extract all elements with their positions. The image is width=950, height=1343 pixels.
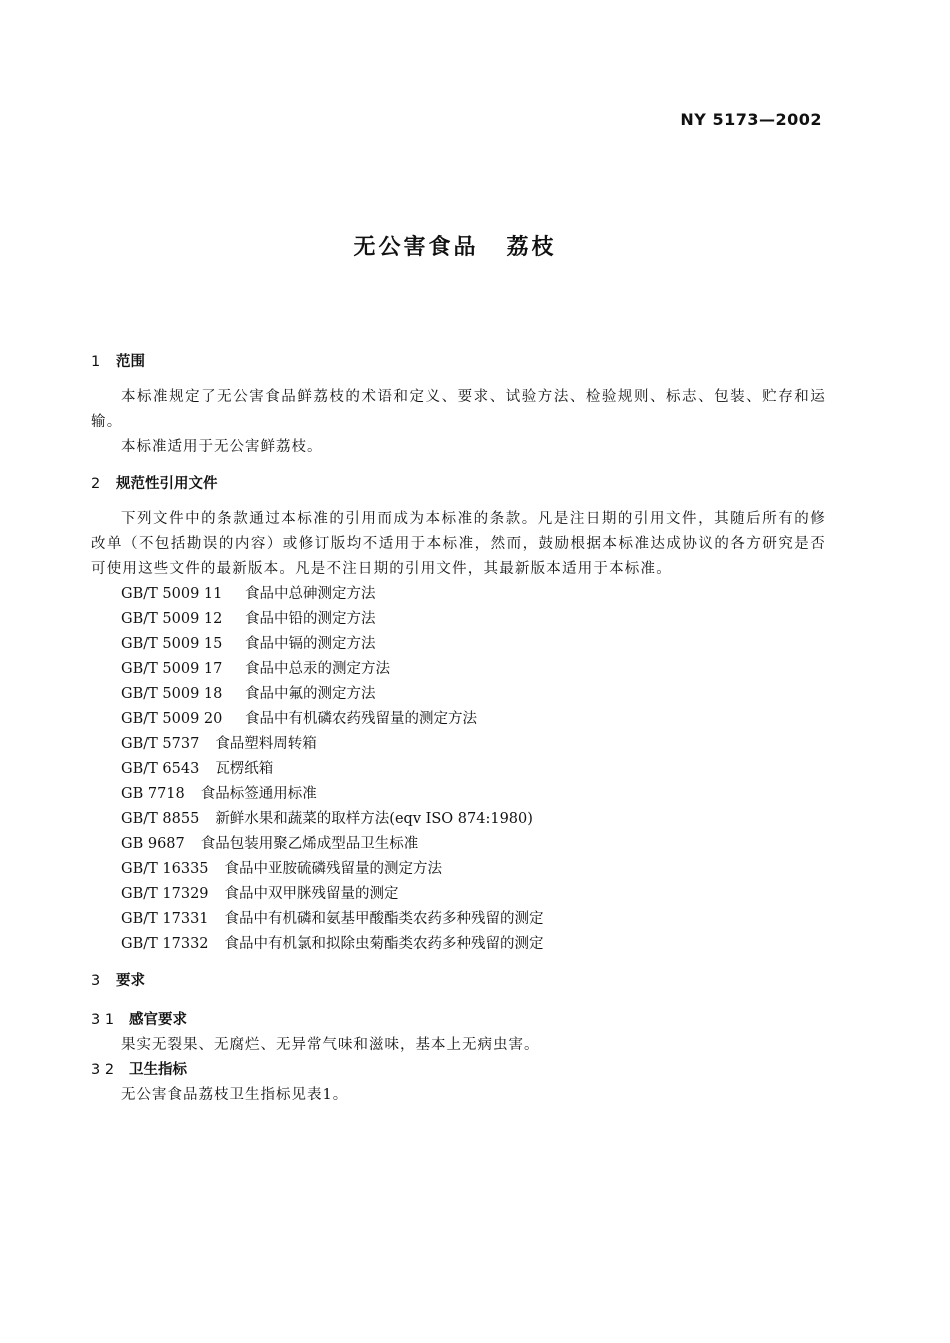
reference-code: GB/T 5009 18	[121, 686, 223, 702]
reference-title: 食品中有机磷农药残留量的测定方法	[245, 711, 477, 727]
reference-item	[91, 907, 826, 932]
title-part1: 无公害食品	[353, 235, 479, 260]
subsection-number: 3 2	[91, 1062, 115, 1078]
reference-title: 瓦楞纸箱	[215, 761, 274, 777]
reference-title: 食品中铅的测定方法	[245, 611, 376, 627]
section-number: 3	[91, 973, 101, 989]
reference-code: GB/T 5009 17	[121, 661, 223, 677]
subsection-title: 感官要求	[129, 1012, 187, 1028]
reference-item	[91, 807, 826, 832]
reference-code: GB/T 5009 15	[121, 636, 223, 652]
reference-item	[91, 657, 826, 682]
reference-title: 食品中总砷测定方法	[245, 586, 376, 602]
reference-title: 食品中有机氯和拟除虫菊酯类农药多种残留的测定	[224, 936, 544, 952]
reference-code: GB/T 8855	[121, 811, 200, 827]
section-number: 2	[91, 476, 101, 492]
subsection-heading-3-1	[91, 1008, 826, 1033]
reference-item	[91, 582, 826, 607]
reference-title: 食品包装用聚乙烯成型品卫生标准	[200, 836, 419, 852]
reference-code: GB/T 17331	[121, 911, 209, 927]
reference-code: GB/T 16335	[121, 861, 209, 877]
reference-code: GB 7718	[121, 786, 185, 802]
reference-item	[91, 857, 826, 882]
reference-title: 食品中镉的测定方法	[245, 636, 376, 652]
title-part2: 荔枝	[506, 235, 557, 260]
subsection-number: 3 1	[91, 1012, 115, 1028]
reference-code: GB 9687	[121, 836, 185, 852]
reference-title: 食品塑料周转箱	[215, 736, 317, 752]
hygiene-indicators-text: 无公害食品荔枝卫生指标见表1。	[121, 1087, 349, 1103]
scope-paragraph: 本标准规定了无公害食品鲜荔枝的术语和定义、要求、试验方法、检验规则、标志、包装、贮存和运输。	[91, 389, 826, 430]
section-heading-2	[91, 472, 826, 497]
reference-title: 食品中亚胺硫磷残留量的测定方法	[224, 861, 443, 877]
reference-item	[91, 782, 826, 807]
reference-title: 食品标签通用标准	[200, 786, 317, 802]
section-title: 要求	[116, 973, 145, 989]
reference-item	[91, 607, 826, 632]
reference-item	[91, 632, 826, 657]
section-title: 规范性引用文件	[116, 476, 218, 492]
reference-title: 食品中双甲脒残留量的测定	[224, 886, 399, 902]
reference-code: GB/T 5009 12	[121, 611, 223, 627]
reference-title: 食品中有机磷和氨基甲酸酯类农药多种残留的测定	[224, 911, 544, 927]
standard-number: NY 5173—2002	[680, 110, 822, 129]
reference-code: GB/T 17329	[121, 886, 209, 902]
sensory-requirements-text: 果实无裂果、无腐烂、无异常气味和滋味，基本上无病虫害。	[121, 1037, 540, 1053]
reference-title: 新鲜水果和蔬菜的取样方法(eqv ISO 874:1980)	[215, 811, 533, 827]
reference-code: GB/T 6543	[121, 761, 200, 777]
reference-item	[91, 732, 826, 757]
reference-item	[91, 832, 826, 857]
reference-code: GB/T 5737	[121, 736, 200, 752]
reference-code: GB/T 5009 20	[121, 711, 223, 727]
reference-item	[91, 882, 826, 907]
subsection-title: 卫生指标	[129, 1062, 187, 1078]
reference-item	[91, 682, 826, 707]
section-heading-1	[91, 350, 826, 375]
section-heading-3	[91, 969, 826, 994]
section-number: 1	[91, 354, 101, 370]
document-title	[0, 230, 910, 261]
reference-title: 食品中氟的测定方法	[245, 686, 376, 702]
reference-code: GB/T 17332	[121, 936, 209, 952]
scope-applicability: 本标准适用于无公害鲜荔枝。	[121, 439, 323, 455]
reference-item	[91, 707, 826, 732]
reference-title: 食品中总汞的测定方法	[245, 661, 390, 677]
reference-item	[91, 932, 826, 957]
reference-code: GB/T 5009 11	[121, 586, 223, 602]
reference-list	[91, 582, 826, 957]
references-intro-paragraph: 下列文件中的条款通过本标准的引用而成为本标准的条款。凡是注日期的引用文件，其随后所有的修改单（不包括勘误的内容）或修订版均不适用于本标准，然而，鼓励根据本标准达成协议的各方研究是否可使用这些文件的最新版本。凡是不注日期的引用文件，其最新版本适用于本标准。	[91, 511, 826, 577]
subsection-heading-3-2	[91, 1058, 826, 1083]
reference-item	[91, 757, 826, 782]
document-body	[91, 350, 826, 1108]
section-title: 范围	[116, 354, 145, 370]
